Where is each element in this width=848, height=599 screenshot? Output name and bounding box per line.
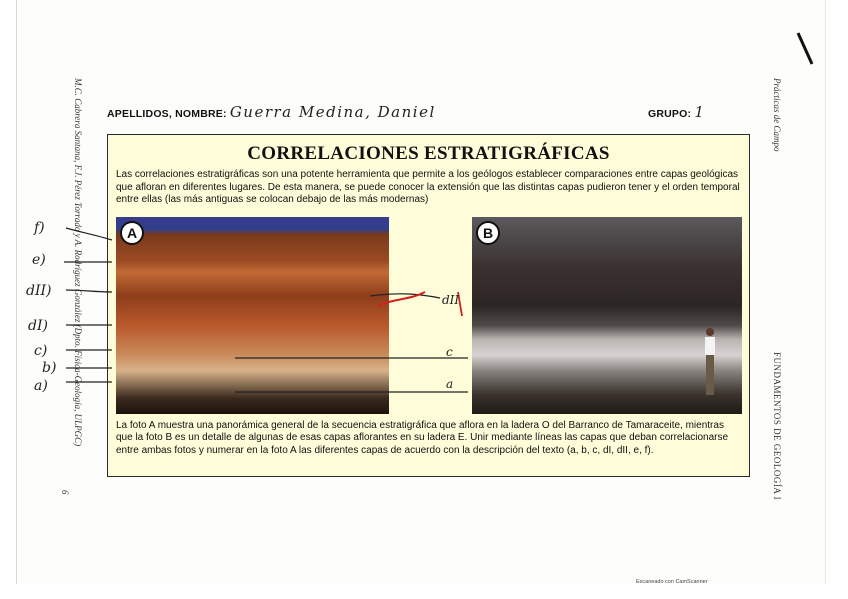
arrow-f xyxy=(66,228,112,240)
exercise-intro: Las correlaciones estratigráficas son una potente herramienta que permite a los geólogos establecer comparaciones entre capas geológicas que afloran en diferentes lugares. De esta manera, se puede conocer la extensión que las distintas capas pudieron tener y el orden temporal entre ellas (las más antiguas se colocan debajo de las más modernas) xyxy=(116,169,740,205)
link-dII xyxy=(370,294,440,298)
photo-b-label-a: a xyxy=(446,377,454,391)
label-dI: dI) xyxy=(28,318,48,334)
photo-a-badge: A xyxy=(120,221,144,245)
page-number: 6 xyxy=(60,490,70,495)
exercise-caption: La foto A muestra una panorámica general de la secuencia estratigráfica que aflora en la ladera O del Barranco de Tamaraceite, mientras que la foto B es un detalle de algunas de esas capas aflorantes en su ladera E. Unir mediante líneas las capas que deban correlacionarse entre ambas fotos y numerar en la foto A las diferentes capas de acuerdo con la descripción del texto (a, b, c, dI, dII, e, f). xyxy=(116,420,729,456)
group-value: 1 xyxy=(694,103,706,121)
label-f: f) xyxy=(34,220,45,236)
scanner-watermark: Escaneado con CamScanner xyxy=(636,579,708,585)
label-b: b) xyxy=(42,360,57,376)
name-value: Guerra Medina, Daniel xyxy=(229,103,436,121)
label-dII: dII) xyxy=(26,283,52,299)
group-label: GRUPO: xyxy=(648,108,692,120)
label-a: a) xyxy=(34,378,48,394)
arrow-dII xyxy=(66,290,112,292)
name-label: APELLIDOS, NOMBRE: xyxy=(107,108,227,120)
label-c: c) xyxy=(34,343,48,359)
side-credit-left: M.C. Cabrera Santana, F.J. Pérez Torrado y A. Rodríguez González (Dpto. Física-Geología, ULPGC) xyxy=(73,78,83,447)
label-e: e) xyxy=(32,252,46,268)
side-header-right: Prácticas de Campo xyxy=(772,78,782,152)
photo-b-badge: B xyxy=(476,221,500,245)
corner-pen-mark xyxy=(798,33,812,64)
side-course-title: FUNDAMENTOS DE GEOLOGÍA I xyxy=(772,352,782,501)
exercise-title: CORRELACIONES ESTRATIGRÁFICAS xyxy=(247,143,610,164)
photo-b-label-c: c xyxy=(446,345,453,359)
photo-b-label-dII: dII xyxy=(442,293,460,307)
